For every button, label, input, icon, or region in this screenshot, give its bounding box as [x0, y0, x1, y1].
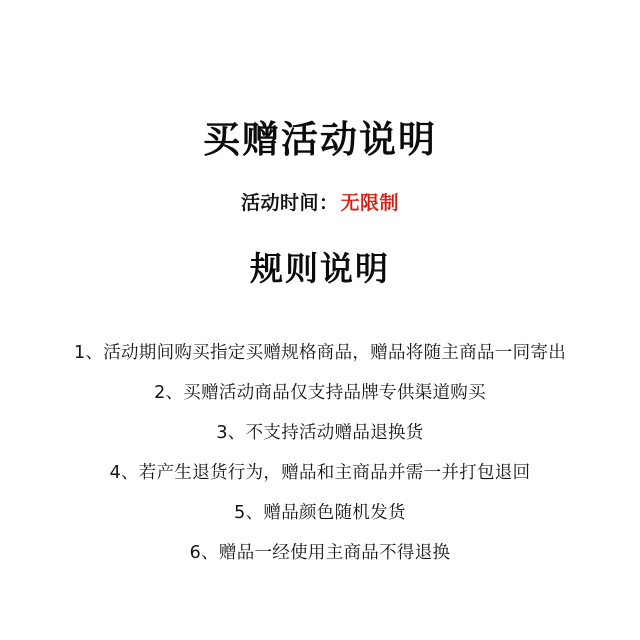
page-title: 买赠活动说明	[203, 118, 437, 161]
activity-time-label: 活动时间：	[240, 192, 339, 215]
list-item: 6、赠品一经使用主商品不得退换	[189, 543, 451, 564]
list-item: 5、赠品颜色随机发货	[234, 503, 406, 524]
rules-section-title: 规则说明	[250, 249, 390, 289]
rules-list	[0, 340, 640, 581]
activity-time-value: 无限制	[340, 192, 400, 215]
list-item: 1、活动期间购买指定买赠规格商品，赠品将随主商品一同寄出	[73, 342, 567, 363]
list-item: 4、若产生退货行为，赠品和主商品并需一并打包退回	[109, 463, 531, 484]
list-item: 2、买赠活动商品仅支持品牌专供渠道购买	[154, 382, 486, 403]
list-item: 3、不支持活动赠品退换货	[216, 423, 424, 444]
activity-time-line	[241, 188, 399, 215]
